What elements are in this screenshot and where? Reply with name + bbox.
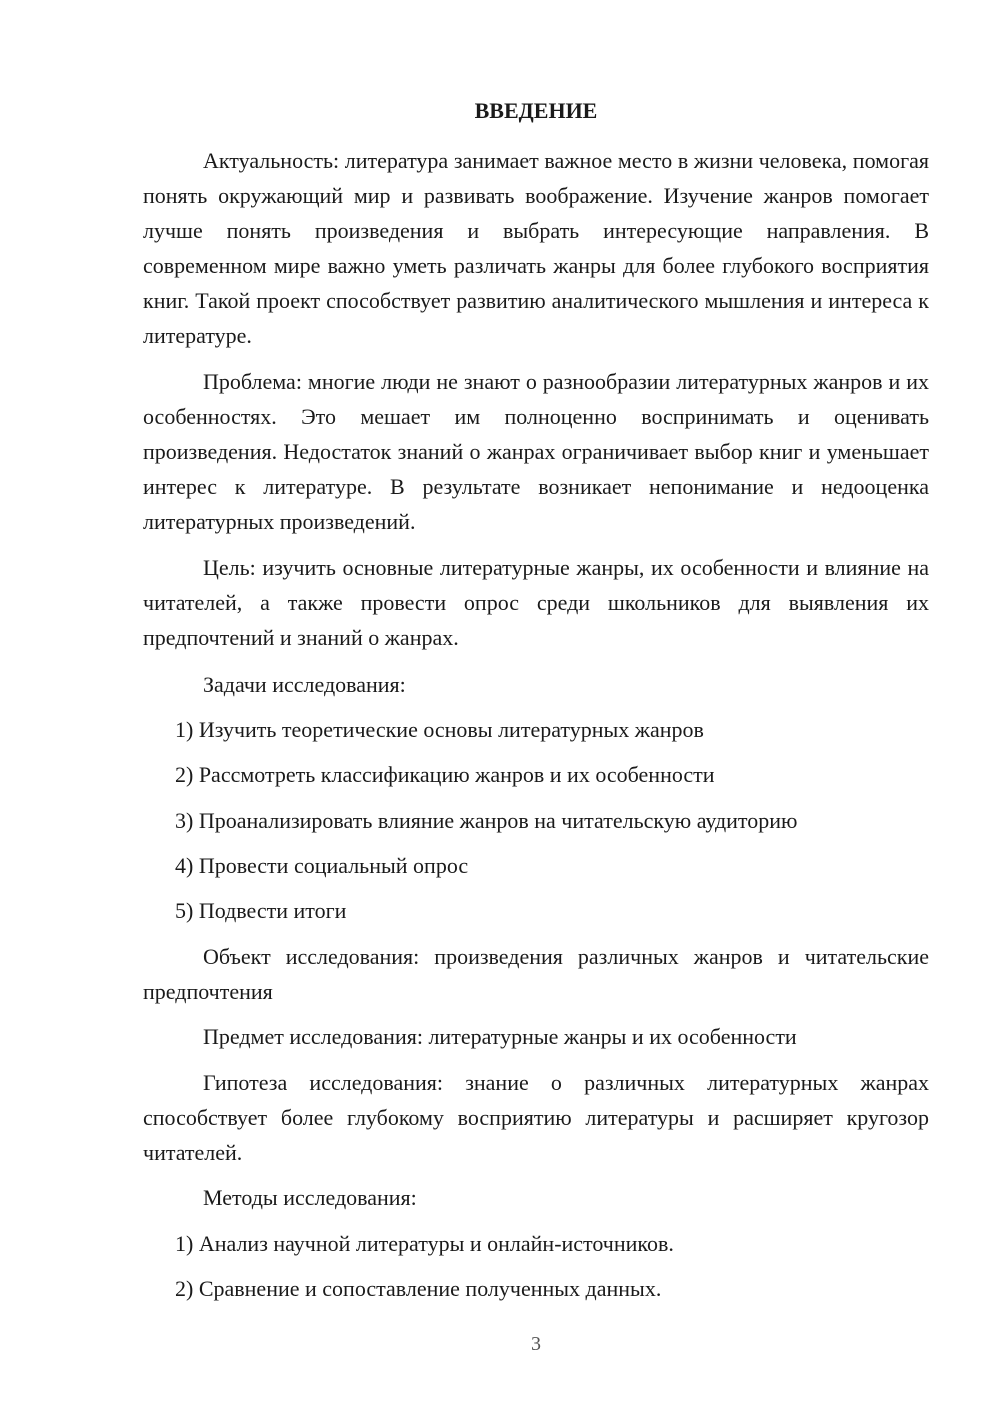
task-item-5: 5) Подвести итоги bbox=[175, 898, 347, 923]
problem-paragraph: Проблема: многие люди не знают о разнообразии литературных жанров и их особенностях. Это мешает им полноценно воспринимать и оценивать произведения. Недостаток знаний о жанрах ограничивает выбор книг и уменьшает интерес к литературе. В результате возникает непонимание и недооценка литературных произведений. bbox=[143, 369, 929, 534]
method-item-1: 1) Анализ научной литературы и онлайн-источников. bbox=[175, 1231, 674, 1256]
page-title: ВВЕДЕНИЕ bbox=[474, 98, 598, 123]
method-item-2: 2) Сравнение и сопоставление полученных данных. bbox=[175, 1276, 662, 1301]
task-item-3: 3) Проанализировать влияние жанров на читательскую аудиторию bbox=[175, 808, 798, 833]
subject-paragraph: Предмет исследования: литературные жанры и их особенности bbox=[203, 1024, 797, 1049]
tasks-heading: Задачи исследования: bbox=[203, 672, 406, 697]
task-item-1: 1) Изучить теоретические основы литературных жанров bbox=[175, 717, 704, 742]
relevance-paragraph: Актуальность: литература занимает важное место в жизни человека, помогая понять окружающий мир и развивать воображение. Изучение жанров помогает лучше понять произведения и выбрать интересующие направления. В современном мире важно уметь различать жанры для более глубокого восприятия книг. Такой проект способствует развитию аналитического мышления и интереса к литературе. bbox=[143, 148, 929, 348]
page-number: 3 bbox=[531, 1333, 541, 1355]
hypothesis-paragraph: Гипотеза исследования: знание о различных литературных жанрах способствует более глубокому восприятию литературы и расширяет кругозор читателей. bbox=[143, 1070, 929, 1165]
document-page bbox=[143, 0, 929, 1414]
task-item-4: 4) Провести социальный опрос bbox=[175, 853, 469, 878]
goal-paragraph: Цель: изучить основные литературные жанры, их особенности и влияние на читателей, а также провести опрос среди школьников для выявления их предпочтений и знаний о жанрах. bbox=[143, 555, 929, 650]
methods-heading: Методы исследования: bbox=[203, 1185, 417, 1210]
object-paragraph: Объект исследования: произведения различных жанров и читательские предпочтения bbox=[143, 944, 929, 1004]
task-item-2: 2) Рассмотреть классификацию жанров и их особенности bbox=[175, 762, 715, 787]
